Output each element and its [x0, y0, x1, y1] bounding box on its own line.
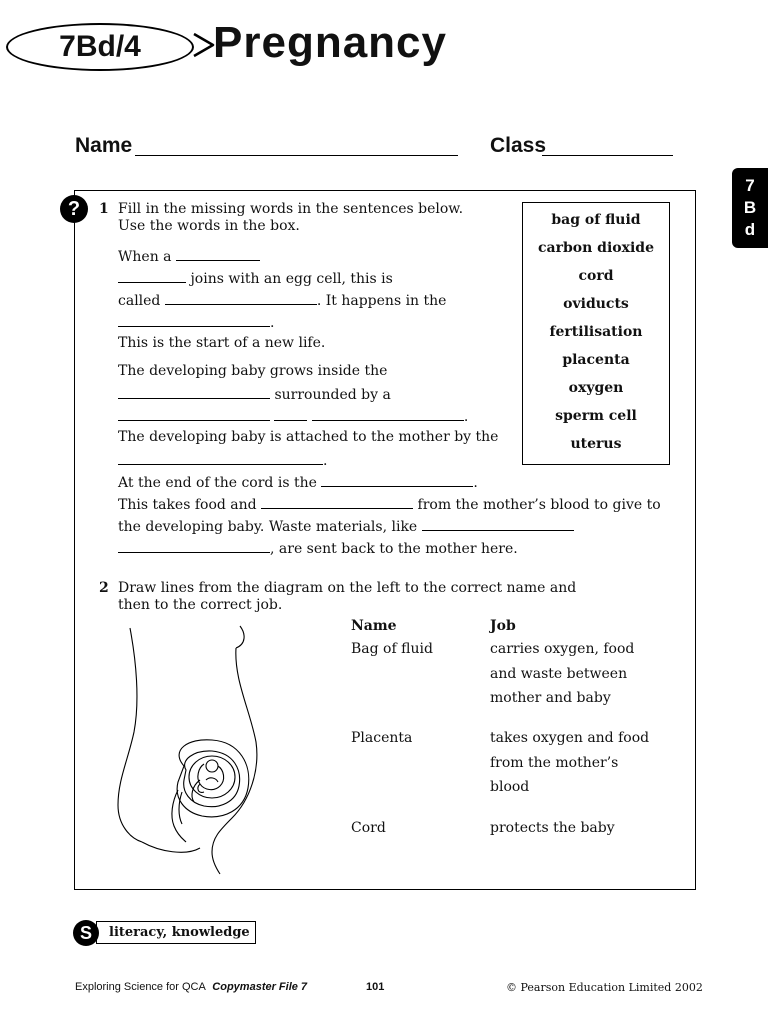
page-title: Pregnancy — [213, 18, 447, 67]
sentence-text: . — [463, 409, 469, 425]
word-bank-item: sperm cell — [555, 408, 637, 424]
word-bank-item: oviducts — [563, 296, 629, 312]
job-line: from the mother’s — [490, 754, 619, 771]
organ-job — [490, 726, 649, 800]
job-line: and waste between — [490, 665, 628, 682]
question-mark-icon: ? — [60, 195, 88, 223]
sentence-text: . — [473, 475, 478, 491]
sentence-text: from the mother’s blood to give to — [417, 497, 661, 513]
q1-sentence — [118, 517, 574, 536]
worksheet-code: 7Bd/4 — [59, 30, 141, 63]
page-number: 101 — [366, 981, 385, 993]
organ-name: Cord — [351, 820, 386, 836]
name-column-header: Name — [351, 618, 397, 634]
worksheet-code-badge — [6, 23, 194, 71]
word-bank-item: placenta — [562, 352, 630, 368]
word-bank-item: uterus — [570, 436, 622, 452]
q1-sentence: The developing baby is attached to the mother by the — [118, 429, 499, 445]
pregnancy-diagram — [100, 620, 260, 875]
sentence-text: called — [118, 293, 161, 309]
word-bank — [522, 202, 670, 465]
section-tab-char: 7 — [745, 176, 755, 195]
q1-instructions: Use the words in the box. — [118, 218, 300, 234]
word-bank-item: bag of fluid — [551, 212, 641, 228]
answer-blank[interactable] — [118, 385, 270, 399]
sentence-text: the developing baby. Waste materials, like — [118, 519, 418, 535]
q1-sentence — [118, 473, 478, 492]
q2-instructions: then to the correct job. — [118, 597, 283, 613]
q1-sentence — [118, 407, 468, 426]
q1-instructions: Fill in the missing words in the sentences below. — [118, 201, 464, 217]
sentence-text: , are sent back to the mother here. — [270, 541, 518, 557]
sentence-text: When a — [118, 249, 172, 265]
answer-blank[interactable] — [118, 269, 186, 283]
q2-instructions: Draw lines from the diagram on the left to the correct name and — [118, 580, 577, 596]
sentence-text: surrounded by a — [274, 387, 391, 403]
skills-label: literacy, knowledge — [96, 921, 256, 944]
sentence-text: At the end of the cord is the — [118, 475, 317, 491]
section-tab-char: d — [744, 220, 756, 239]
job-line: mother and baby — [490, 690, 611, 706]
section-tab — [732, 168, 768, 248]
organ-job — [490, 637, 634, 711]
q1-sentence: This is the start of a new life. — [118, 335, 326, 351]
job-line: protects the baby — [490, 820, 615, 836]
sentence-text: . — [323, 453, 328, 469]
sentence-text: . — [270, 315, 275, 331]
job-line: takes oxygen and food — [490, 730, 650, 746]
word-bank-item: fertilisation — [549, 324, 643, 340]
answer-blank[interactable] — [312, 407, 464, 421]
organ-name: Placenta — [351, 730, 413, 746]
footer-file: Copymaster File 7 — [212, 981, 308, 993]
name-label: Name — [75, 134, 133, 157]
q1-sentence — [118, 313, 274, 332]
name-field[interactable] — [135, 155, 458, 156]
answer-blank[interactable] — [118, 539, 270, 553]
word-bank-item: carbon dioxide — [538, 240, 654, 256]
answer-blank[interactable] — [321, 473, 473, 487]
organ-name: Bag of fluid — [351, 641, 433, 657]
q1-sentence — [118, 495, 661, 514]
word-bank-item: oxygen — [568, 380, 624, 396]
skills-s-icon: S — [73, 920, 99, 946]
footer-series: Exploring Science for QCA — [75, 981, 206, 993]
q2-number: 2 — [99, 580, 109, 596]
answer-blank[interactable] — [165, 291, 317, 305]
q1-sentence — [118, 269, 393, 288]
q1-sentence — [118, 539, 518, 558]
class-field[interactable] — [542, 155, 673, 156]
job-column-header: Job — [490, 618, 516, 634]
q1-sentence — [118, 451, 327, 470]
answer-blank[interactable] — [176, 247, 260, 261]
answer-blank[interactable] — [118, 313, 270, 327]
job-line: blood — [490, 779, 530, 795]
q1-sentence — [118, 247, 260, 266]
q1-sentence — [118, 385, 391, 404]
sentence-text: . It happens in the — [316, 293, 447, 309]
q1-number: 1 — [99, 201, 109, 217]
word-bank-item: cord — [578, 268, 614, 284]
q1-sentence: The developing baby grows inside the — [118, 363, 388, 379]
answer-blank[interactable] — [261, 495, 413, 509]
footer-publication — [75, 981, 307, 993]
answer-blank[interactable] — [118, 451, 323, 465]
copyright: © Pearson Education Limited 2002 — [506, 981, 703, 994]
sentence-text: This takes food and — [118, 497, 257, 513]
organ-job — [490, 816, 615, 841]
q1-sentence — [118, 291, 446, 310]
sentence-text: joins with an egg cell, this is — [190, 271, 393, 287]
answer-blank[interactable] — [422, 517, 574, 531]
job-line: carries oxygen, food — [490, 641, 635, 657]
section-tab-char: B — [743, 198, 757, 217]
class-label: Class — [490, 134, 547, 157]
answer-blank[interactable] — [274, 407, 307, 421]
answer-blank[interactable] — [118, 407, 270, 421]
